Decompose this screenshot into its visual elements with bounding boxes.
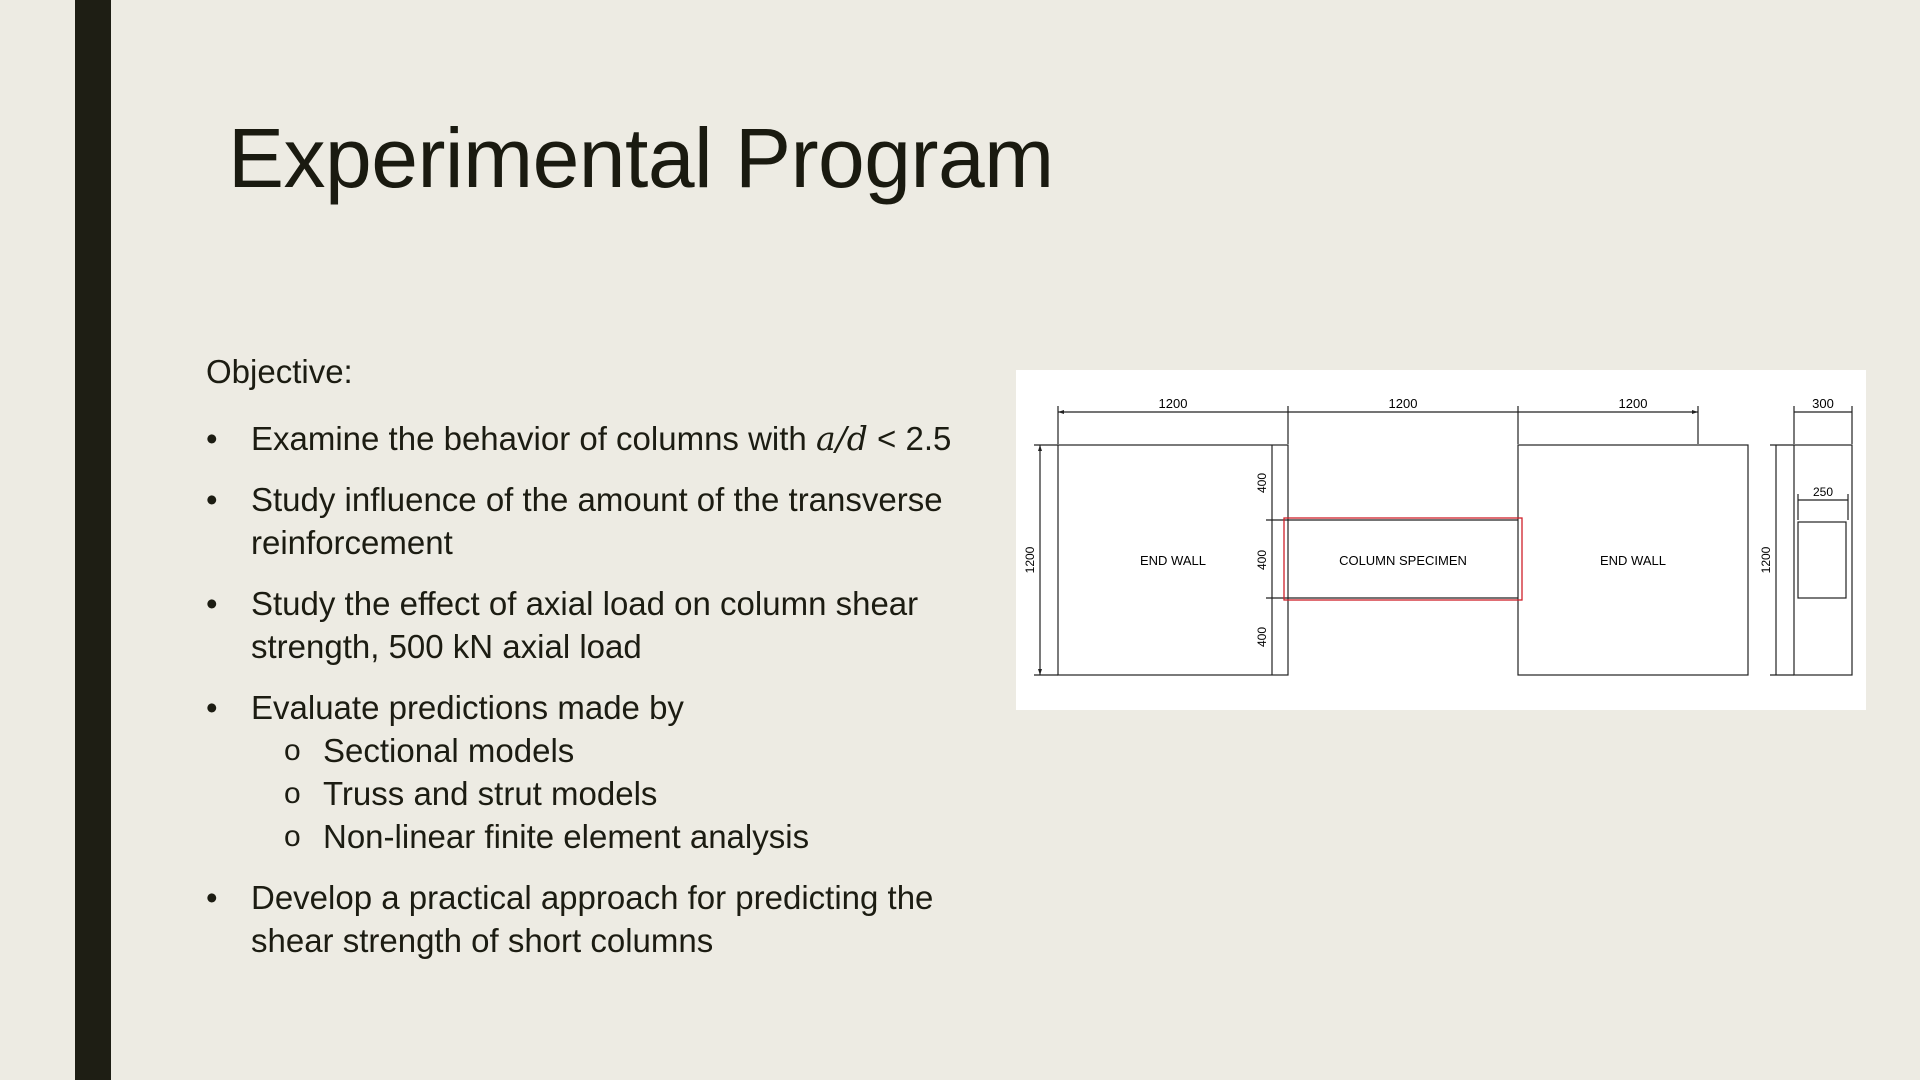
arrow-head: [1038, 445, 1042, 451]
side-accent-bar: [75, 0, 111, 1080]
sub-bullet-text: Truss and strut models: [323, 775, 658, 812]
bullet-item: [206, 478, 1006, 564]
dim-label-mid: 400: [1255, 626, 1269, 648]
bullet-text-suffix: < 2.5: [867, 420, 952, 457]
arrow-head: [1692, 410, 1698, 414]
specimen-diagram: [1016, 370, 1866, 710]
sub-bullet-marker: o: [284, 734, 301, 767]
dim-label: 1200: [1618, 396, 1648, 411]
end-wall-left-label: END WALL: [1140, 553, 1206, 568]
bullet-list: [206, 417, 1006, 962]
math-ad: a/d: [815, 419, 868, 458]
slide-title: Experimental Program: [228, 111, 1054, 205]
end-wall-right-label: END WALL: [1600, 553, 1666, 568]
bullet-dot: •: [206, 689, 218, 726]
arrow-head: [1058, 410, 1064, 414]
content-body: [206, 350, 1006, 980]
dim-label: 300: [1812, 396, 1834, 411]
sub-bullet-item: [251, 815, 1006, 858]
dim-label-mid: 400: [1255, 549, 1269, 571]
bullet-text: Evaluate predictions made by: [251, 689, 684, 726]
dim-label: 1200: [1158, 396, 1188, 411]
sub-bullet-list: [251, 729, 1006, 858]
bullet-dot: •: [206, 585, 218, 622]
bullet-text: Examine the behavior of columns with: [251, 420, 816, 457]
sub-bullet-item: [251, 772, 1006, 815]
bullet-item: [206, 417, 1006, 460]
bullet-text: Develop a practical approach for predicting the shear strength of short columns: [251, 879, 934, 959]
objective-label: Objective:: [206, 353, 353, 390]
bullet-item: [206, 582, 1006, 668]
specimen-drawing: [1016, 370, 1866, 710]
sub-bullet-text: Non-linear finite element analysis: [323, 818, 810, 855]
sub-bullet-marker: o: [284, 777, 301, 810]
bullet-dot: •: [206, 879, 218, 916]
sub-bullet-marker: o: [284, 820, 301, 853]
arrow-head: [1038, 669, 1042, 675]
bullet-item: [206, 686, 1006, 858]
dim-label-mid: 400: [1255, 472, 1269, 494]
column-specimen-label: COLUMN SPECIMEN: [1339, 553, 1467, 568]
dim-label-right: 1200: [1759, 546, 1773, 574]
side-section-column: [1798, 522, 1846, 598]
bullet-dot: •: [206, 420, 218, 457]
bullet-text: Study the effect of axial load on column shear strength, 500 kN axial load: [251, 585, 919, 665]
side-section-shape: [1794, 445, 1852, 675]
dim-label-inner: 250: [1812, 485, 1834, 499]
dim-label-left: 1200: [1023, 546, 1037, 574]
bullet-text: Study influence of the amount of the transverse reinforcement: [251, 481, 943, 561]
sub-bullet-item: [251, 729, 1006, 772]
dim-label: 1200: [1388, 396, 1418, 411]
bullet-item: [206, 876, 1006, 962]
sub-bullet-text: Sectional models: [323, 732, 575, 769]
bullet-dot: •: [206, 481, 218, 518]
